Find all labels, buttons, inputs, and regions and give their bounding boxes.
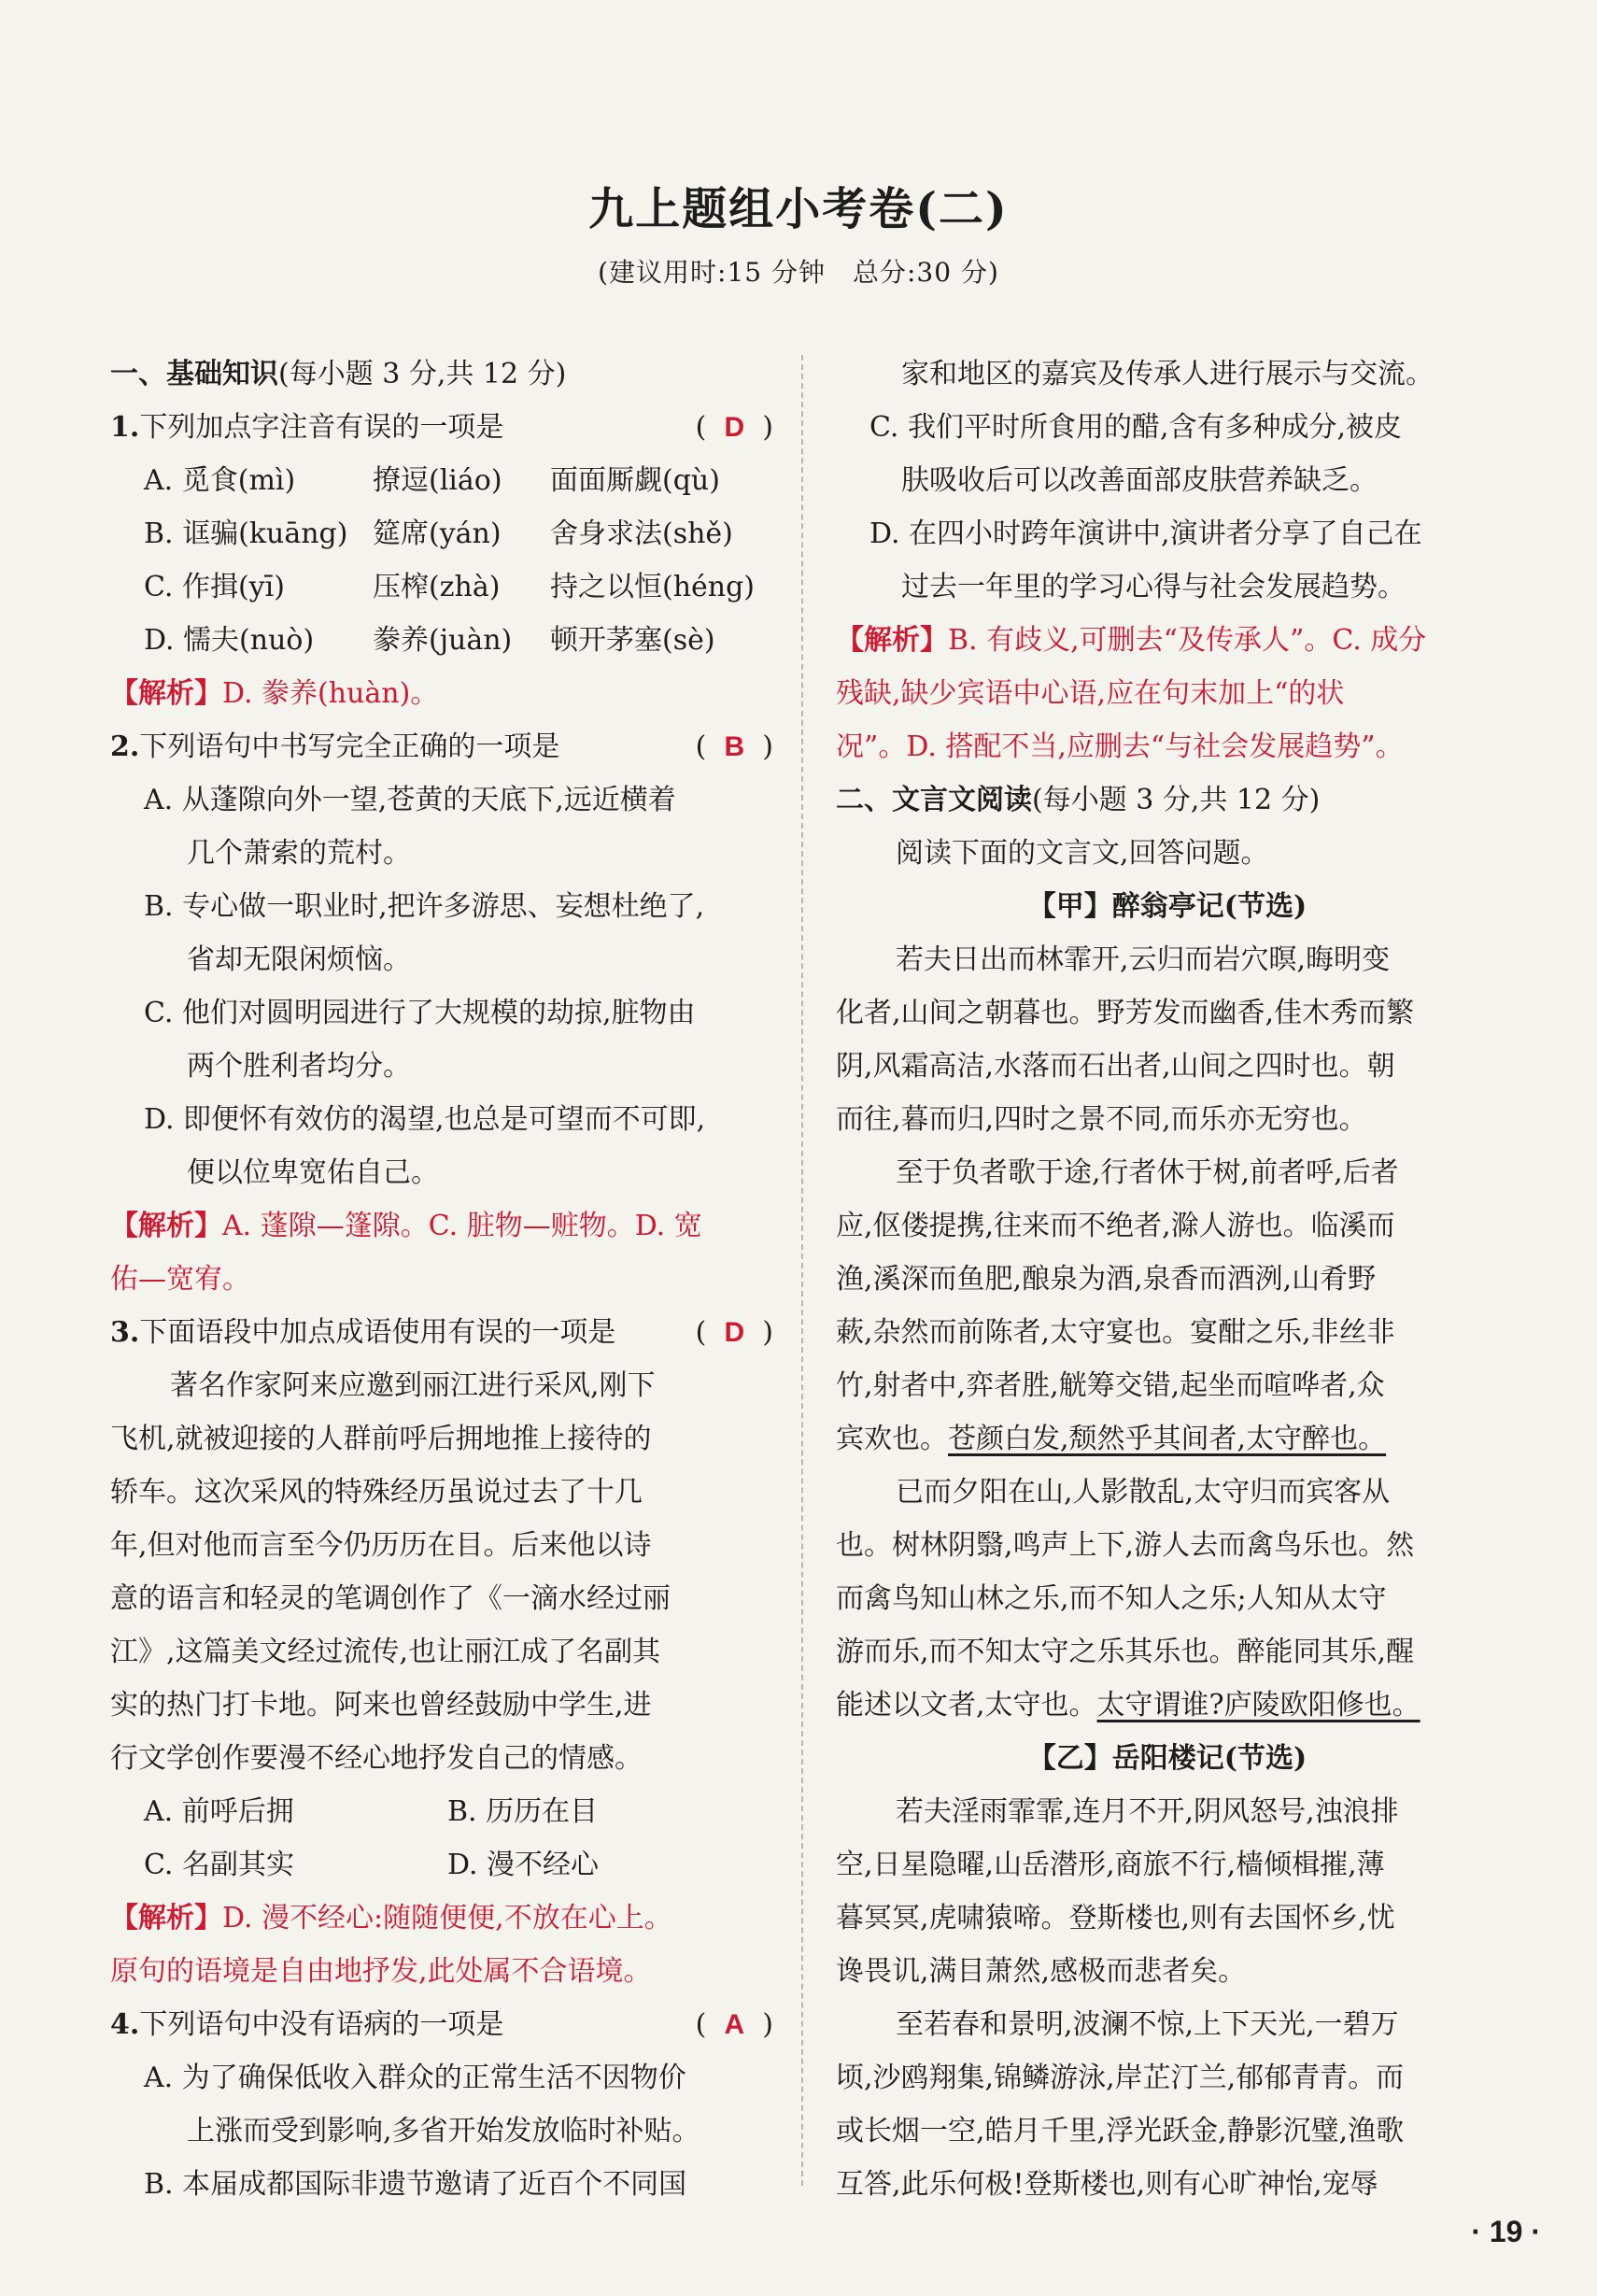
underlined-sentence: 苍颜白发,颓然乎其间者,太守醉也。 [948, 1423, 1387, 1455]
jia-line: 至于负者歌于途,行者休于树,前者呼,后者 [896, 1156, 1399, 1189]
q3-options-row-1: A. 前呼后拥 B. 历历在目 [144, 1795, 599, 1828]
q2-option-d-cont: 便以位卑宽佑自己。 [187, 1156, 439, 1189]
q3-passage-line: 年,但对他而言至今仍历历在目。后来他以诗 [110, 1529, 652, 1562]
q2-analysis: 【解析】A. 蓬隙—篷隙。C. 脏物—赃物。D. 宽 [110, 1210, 702, 1242]
jia-line: 蔌,杂然而前陈者,太守宴也。宴酣之乐,非丝非 [836, 1316, 1395, 1349]
q4-option-a-cont: 上涨而受到影响,多省开始发放临时补贴。 [187, 2115, 700, 2147]
right-column [836, 347, 1499, 2211]
q2-option-b: B. 专心做一职业时,把许多游思、妄想杜绝了, [144, 890, 705, 923]
q4-option-b: B. 本届成都国际非遗节邀请了近百个不同国 [144, 2168, 687, 2201]
question-1: 1.下列加点字注音有误的一项是 ( D ) [110, 401, 773, 454]
q4-analysis-cont: 残缺,缺少宾语中心语,应在句末加上“的状 [836, 677, 1345, 710]
left-column [110, 347, 773, 2211]
q3-passage-line: 意的语言和轻灵的笔调创作了《一滴水经过丽 [110, 1582, 671, 1615]
q1-option-a: A. 觅食(mì) 撩逗(liáo) 面面厮觑(qù) [144, 464, 720, 497]
q2-option-b-cont: 省却无限闲烦恼。 [187, 943, 411, 976]
jia-line: 竹,射者中,弈者胜,觥筹交错,起坐而喧哗者,众 [836, 1369, 1385, 1402]
jia-line: 能述以文者,太守也。太守谓谁?庐陵欧阳修也。 [836, 1689, 1420, 1722]
q4-analysis-cont: 况”。D. 搭配不当,应删去“与社会发展趋势”。 [836, 730, 1404, 763]
q3-passage-line: 行文学创作要漫不经心地抒发自己的情感。 [110, 1742, 643, 1775]
answer-1: ( D ) [695, 411, 773, 444]
passage-jia-title: 【甲】醉翁亭记(节选) [1027, 890, 1307, 923]
answer-2: ( B ) [695, 730, 773, 763]
page-number: · 19 · [1471, 2215, 1541, 2248]
passage-yi-title: 【乙】岳阳楼记(节选) [1027, 1742, 1307, 1775]
reading-instruction: 阅读下面的文言文,回答问题。 [896, 837, 1269, 870]
q3-passage-line: 著名作家阿来应邀到丽江进行采风,刚下 [170, 1369, 656, 1402]
q1-option-d: D. 懦夫(nuò) 豢养(juàn) 顿开茅塞(sè) [144, 624, 715, 657]
q4-option-c-cont: 肤吸收后可以改善面部皮肤营养缺乏。 [901, 464, 1378, 497]
column-divider [801, 355, 803, 2186]
jia-line: 宾欢也。苍颜白发,颓然乎其间者,太守醉也。 [836, 1423, 1387, 1455]
yi-line: 顷,沙鸥翔集,锦鳞游泳,岸芷汀兰,郁郁青青。而 [836, 2062, 1405, 2094]
jia-line: 若夫日出而林霏开,云归而岩穴暝,晦明变 [896, 943, 1391, 976]
yi-line: 或长烟一空,皓月千里,浮光跃金,静影沉璧,渔歌 [836, 2115, 1405, 2147]
yi-line: 互答,此乐何极!登斯楼也,则有心旷神怡,宠辱 [836, 2168, 1378, 2201]
underlined-sentence: 太守谓谁?庐陵欧阳修也。 [1096, 1689, 1420, 1722]
answer-3: ( D ) [695, 1316, 773, 1349]
page-title: 九上题组小考卷(二) [588, 183, 1009, 235]
jia-line: 应,伛偻提携,往来而不绝者,滁人游也。临溪而 [836, 1210, 1395, 1242]
q3-analysis: 【解析】D. 漫不经心:随随便便,不放在心上。 [110, 1902, 672, 1935]
q1-option-b: B. 诓骗(kuāng) 筵席(yán) 舍身求法(shě) [144, 517, 733, 550]
q2-analysis-cont: 佑—宽宥。 [110, 1263, 250, 1296]
q3-passage-line: 实的热门打卡地。阿来也曾经鼓励中学生,进 [110, 1689, 652, 1722]
yi-line: 若夫淫雨霏霏,连月不开,阴风怒号,浊浪排 [896, 1795, 1399, 1828]
q3-passage-line: 飞机,就被迎接的人群前呼后拥地推上接待的 [110, 1423, 652, 1455]
question-4: 4.下列语句中没有语病的一项是 ( A ) [110, 1998, 773, 2051]
jia-line: 也。树林阴翳,鸣声上下,游人去而禽鸟乐也。然 [836, 1529, 1415, 1562]
q2-option-c-cont: 两个胜利者均分。 [187, 1050, 411, 1083]
yi-line: 暮冥冥,虎啸猿啼。登斯楼也,则有去国怀乡,忧 [836, 1902, 1395, 1935]
q2-option-a: A. 从蓬隙向外一望,苍黄的天底下,远近横着 [144, 784, 676, 816]
yi-line: 空,日星隐曜,山岳潜形,商旅不行,樯倾楫摧,薄 [836, 1849, 1385, 1881]
q3-options-row-2: C. 名副其实 D. 漫不经心 [144, 1849, 600, 1881]
jia-line: 已而夕阳在山,人影散乱,太守归而宾客从 [896, 1476, 1391, 1509]
section-2-heading: 二、文言文阅读(每小题 3 分,共 12 分) [836, 784, 1321, 816]
jia-line: 化者,山间之朝暮也。野芳发而幽香,佳木秀而繁 [836, 997, 1415, 1029]
q4-option-a: A. 为了确保低收入群众的正常生活不因物价 [144, 2062, 686, 2094]
q2-option-a-cont: 几个萧索的荒村。 [187, 837, 411, 870]
q4-analysis: 【解析】B. 有歧义,可删去“及传承人”。C. 成分 [836, 624, 1427, 657]
yi-line: 谗畏讥,满目萧然,感极而悲者矣。 [836, 1955, 1247, 1988]
q3-analysis-cont: 原句的语境是自由地抒发,此处属不合语境。 [110, 1955, 652, 1988]
q3-passage-line: 江》,这篇美文经过流传,也让丽江成了名副其 [110, 1636, 661, 1668]
q1-option-c: C. 作揖(yī) 压榨(zhà) 持之以恒(héng) [144, 571, 756, 603]
jia-line: 而禽鸟知山林之乐,而不知人之乐;人知从太守 [836, 1582, 1387, 1615]
jia-line: 而往,暮而归,四时之景不同,而乐亦无穷也。 [836, 1103, 1367, 1136]
yi-line: 至若春和景明,波澜不惊,上下天光,一碧万 [896, 2008, 1399, 2041]
jia-line: 渔,溪深而鱼肥,酿泉为酒,泉香而酒洌,山肴野 [836, 1263, 1377, 1296]
q2-option-c: C. 他们对圆明园进行了大规模的劫掠,脏物由 [144, 997, 696, 1029]
question-2: 2.下列语句中书写完全正确的一项是 ( B ) [110, 720, 773, 773]
q3-passage-line: 轿车。这次采风的特殊经历虽说过去了十几 [110, 1476, 643, 1509]
question-3: 3.下面语段中加点成语使用有误的一项是 ( D ) [110, 1306, 773, 1359]
q2-option-d: D. 即便怀有效仿的渴望,也总是可望而不可即, [144, 1103, 706, 1136]
jia-line: 游而乐,而不知太守之乐其乐也。醉能同其乐,醒 [836, 1636, 1415, 1668]
q4-option-d: D. 在四小时跨年演讲中,演讲者分享了自己在 [869, 517, 1422, 550]
q4-option-c: C. 我们平时所食用的醋,含有多种成分,被皮 [869, 411, 1403, 444]
section-1-heading: 一、基础知识(每小题 3 分,共 12 分) [110, 358, 567, 390]
q4-option-b-cont: 家和地区的嘉宾及传承人进行展示与交流。 [901, 358, 1434, 390]
page-subtitle: (建议用时:15 分钟 总分:30 分) [598, 257, 999, 288]
answer-4: ( A ) [695, 2008, 773, 2041]
q4-option-d-cont: 过去一年里的学习心得与社会发展趋势。 [901, 571, 1406, 603]
jia-line: 阴,风霜高洁,水落而石出者,山间之四时也。朝 [836, 1050, 1395, 1083]
q1-analysis: 【解析】D. 豢养(huàn)。 [110, 677, 439, 710]
